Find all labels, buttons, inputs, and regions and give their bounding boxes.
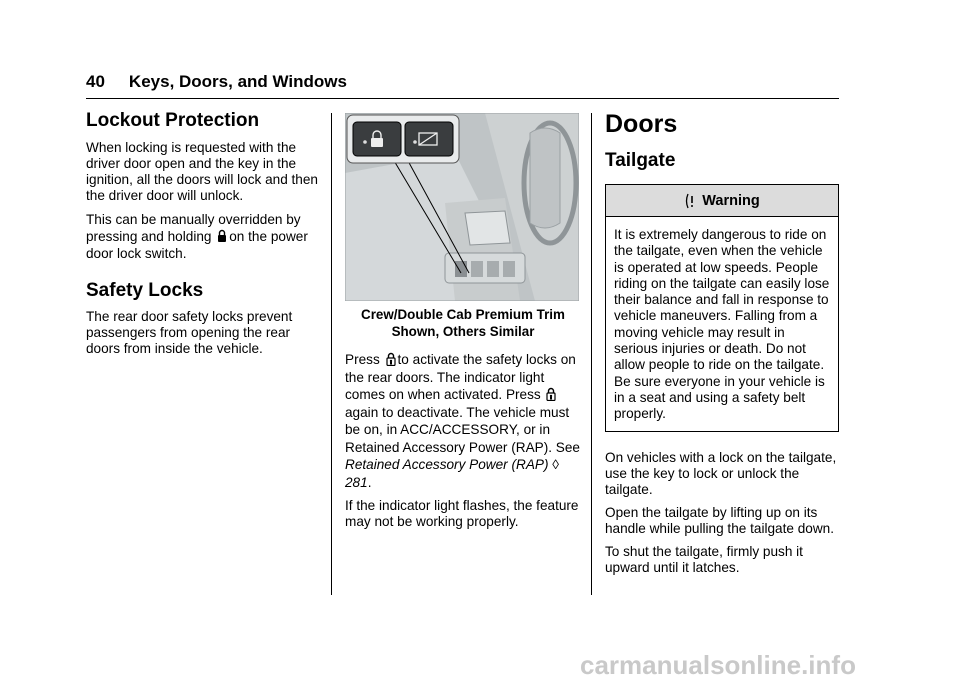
- warning-header: [606, 185, 838, 217]
- page-number: 40: [86, 72, 105, 91]
- column-1: [86, 110, 322, 364]
- lockout-p2-after-icon: on the power door lock switch.: [86, 229, 308, 261]
- p1-end: .: [367, 474, 372, 490]
- page-header: [86, 72, 347, 92]
- safety-paragraph-1: The rear door safety locks prevent passengers from opening the rear doors from inside the vehicle.: [86, 309, 293, 356]
- watermark: carmanualsonline.info: [580, 650, 856, 680]
- warning-icon: [684, 193, 698, 209]
- safety-lock-instructions: [345, 351, 581, 491]
- column-divider-2: [591, 113, 592, 595]
- tailgate-paragraph-1: On vehicles with a lock on the tailgate, use the key to lock or unlock the tailgate.: [605, 449, 837, 497]
- child-lock-icon: [546, 387, 556, 401]
- figure-caption: [345, 306, 581, 340]
- lockout-paragraph-2: [86, 211, 322, 262]
- p1-part-d: again to deactivate. The vehicle must be on, in ACC/ACCESSORY, or in Retained Accessory Power (RAP). See: [345, 404, 580, 455]
- caption-line-2: Shown, Others Similar: [391, 324, 535, 339]
- column-divider-1: [331, 113, 332, 595]
- p1-part-b: to activate the safety locks on the rear doors. The indicator light: [345, 352, 576, 385]
- safety-locks-heading: Safety Locks: [86, 280, 204, 301]
- indicator-flash-paragraph: If the indicator light flashes, the feature may not be working properly.: [345, 498, 579, 529]
- cross-reference-link[interactable]: Retained Accessory Power (RAP): [345, 457, 549, 472]
- child-lock-icon: [386, 352, 396, 366]
- tailgate-paragraph-3: To shut the tailgate, firmly push it upward until it latches.: [605, 543, 803, 575]
- tailgate-heading: Tailgate: [605, 150, 676, 171]
- lockout-protection-heading: Lockout Protection: [86, 110, 260, 131]
- page-reference-number[interactable]: 281: [345, 474, 368, 490]
- column-2: [345, 306, 581, 537]
- p1-part-a: Press: [345, 352, 380, 367]
- warning-box: [605, 184, 839, 432]
- lock-icon: [217, 229, 227, 243]
- tailgate-paragraph-2: Open the tailgate by lifting up on its handle while pulling the tailgate down.: [605, 504, 834, 536]
- warning-label: Warning: [702, 192, 760, 209]
- doors-heading: Doors: [605, 110, 678, 138]
- lockout-paragraph-1: When locking is requested with the driver door open and the key in the ignition, all the doors will lock and then the driver door will unlock.: [86, 140, 318, 203]
- column-3: [605, 110, 839, 583]
- lockout-p2-line1: This can be manually overridden by: [86, 212, 301, 227]
- chapter-title: Keys, Doors, and Windows: [128, 72, 347, 91]
- caption-line-1: Crew/Double Cab Premium Trim: [361, 307, 565, 322]
- p1-part-c: comes on when activated. Press: [345, 387, 541, 402]
- door-switch-illustration: [345, 113, 579, 301]
- page-reference-symbol: ◊: [552, 457, 559, 472]
- warning-text: It is extremely dangerous to ride on the tailgate, even when the vehicle is operated at low speeds. People riding on the tailgate can easily lose their balance and fall in response to vehicle maneuvers. Falling from a moving vehicle may result in serious injuries or death. Do not allow people to ride on the tailgate. Be sure everyone in your vehicle is in a seat and using a safety belt properly.: [614, 227, 830, 422]
- header-rule: [86, 98, 839, 99]
- lockout-p2-before-icon: pressing and holding: [86, 229, 212, 244]
